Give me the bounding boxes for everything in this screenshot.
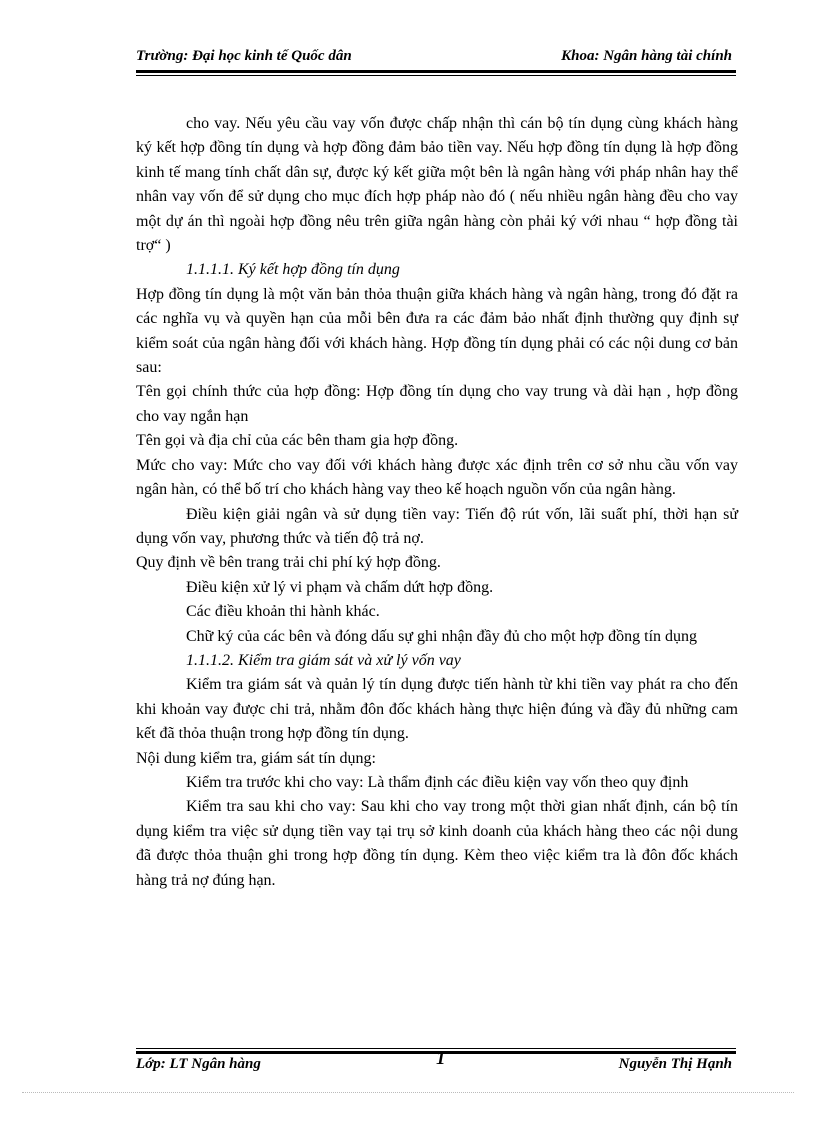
header-rule-thin xyxy=(136,75,736,76)
header-rule-thick xyxy=(136,70,736,73)
footer-author: Nguyễn Thị Hạnh xyxy=(618,1056,732,1072)
paragraph: Kiểm tra trước khi cho vay: Là thẩm định các điều kiện vay vốn theo quy định xyxy=(186,773,689,791)
page-edge-divider xyxy=(22,1092,794,1093)
paragraph: Điều kiện xử lý vi phạm và chấm dứt hợp đồng. xyxy=(186,578,494,596)
page-header xyxy=(136,48,736,70)
section-heading: 1.1.1.1. Ký kết hợp đồng tín dụng xyxy=(186,261,400,279)
paragraph: Chữ ký của các bên và đóng dấu sự ghi nhận đầy đủ cho một hợp đồng tín dụng xyxy=(186,627,698,645)
paragraph: cho vay. Nếu yêu cầu vay vốn được chấp nhận thì cán bộ tín dụng cùng khách hàng ký kết hợp đồng tín dụng và hợp đồng đảm bảo tiền vay. Nếu hợp đồng tín dụng là hợp đồng kinh tế mang tính chất dân sự, được ký kết giữa một bên là ngân hàng với pháp nhân hay thể nhân vay vốn để sử dụng cho mục đích hợp pháp nào đó ( nếu nhiều ngân hàng đều cho vay một dự án thì ngoài hợp đồng nêu trên giữa ngân hàng còn phải ký với nhau “ hợp đồng tài trợ“ ) xyxy=(136,115,738,255)
paragraph: Kiểm tra giám sát và quản lý tín dụng được tiến hành từ khi tiền vay phát ra cho đến khi khoản vay được chi trả, nhằm đôn đốc khách hàng thực hiện đúng và đầy đủ những cam kết đã thỏa thuận trong hợp đồng tín dụng. xyxy=(136,676,738,743)
paragraph: Các điều khoản thi hành khác. xyxy=(186,603,380,621)
footer-class: Lớp: LT Ngân hàng xyxy=(136,1056,261,1072)
header-faculty: Khoa: Ngân hàng tài chính xyxy=(561,48,732,64)
paragraph: Tên gọi và địa chỉ của các bên tham gia hợp đồng. xyxy=(136,432,459,450)
document-body xyxy=(136,112,738,893)
paragraph: Tên gọi chính thức của hợp đồng: Hợp đồng tín dụng cho vay trung và dài hạn , hợp đồng cho vay ngắn hạn xyxy=(136,383,738,425)
paragraph: Kiểm tra sau khi cho vay: Sau khi cho vay trong một thời gian nhất định, cán bộ tín dụng kiểm tra việc sử dụng tiền vay tại trụ sở kinh doanh của khách hàng theo các nội dung đã được thỏa thuận ghi trong hợp đồng tín dụng. Kèm theo việc kiểm tra là đôn đốc khách hàng trả nợ đúng hạn. xyxy=(136,798,738,889)
paragraph: Điều kiện giải ngân và sử dụng tiền vay: Tiến độ rút vốn, lãi suất phí, thời hạn sử dụng vốn vay, phương thức và tiến độ trả nợ. xyxy=(136,505,738,547)
page-number: 1 xyxy=(436,1048,446,1069)
section-heading: 1.1.1.2. Kiểm tra giám sát và xử lý vốn vay xyxy=(186,651,461,669)
paragraph: Mức cho vay: Mức cho vay đối với khách hàng được xác định trên cơ sở nhu cầu vốn vay ngân hàn, có thể bố trí cho khách hàng vay theo kế hoạch nguồn vốn của ngân hàng. xyxy=(136,456,738,499)
paragraph: Nội dung kiểm tra, giám sát tín dụng: xyxy=(136,749,376,767)
header-school: Trường: Đại học kinh tế Quốc dân xyxy=(136,48,352,64)
paragraph: Hợp đồng tín dụng là một văn bản thỏa thuận giữa khách hàng và ngân hàng, trong đó đặt ra các nghĩa vụ và quyền hạn của mỗi bên đưa ra các đảm bảo nhất định thường quy định sự kiểm soát của ngân hàng đối với khách hàng. Hợp đồng tín dụng phải có các nội dung cơ bản sau: xyxy=(136,285,738,377)
paragraph: Quy định về bên trang trải chi phí ký hợp đồng. xyxy=(136,554,441,572)
